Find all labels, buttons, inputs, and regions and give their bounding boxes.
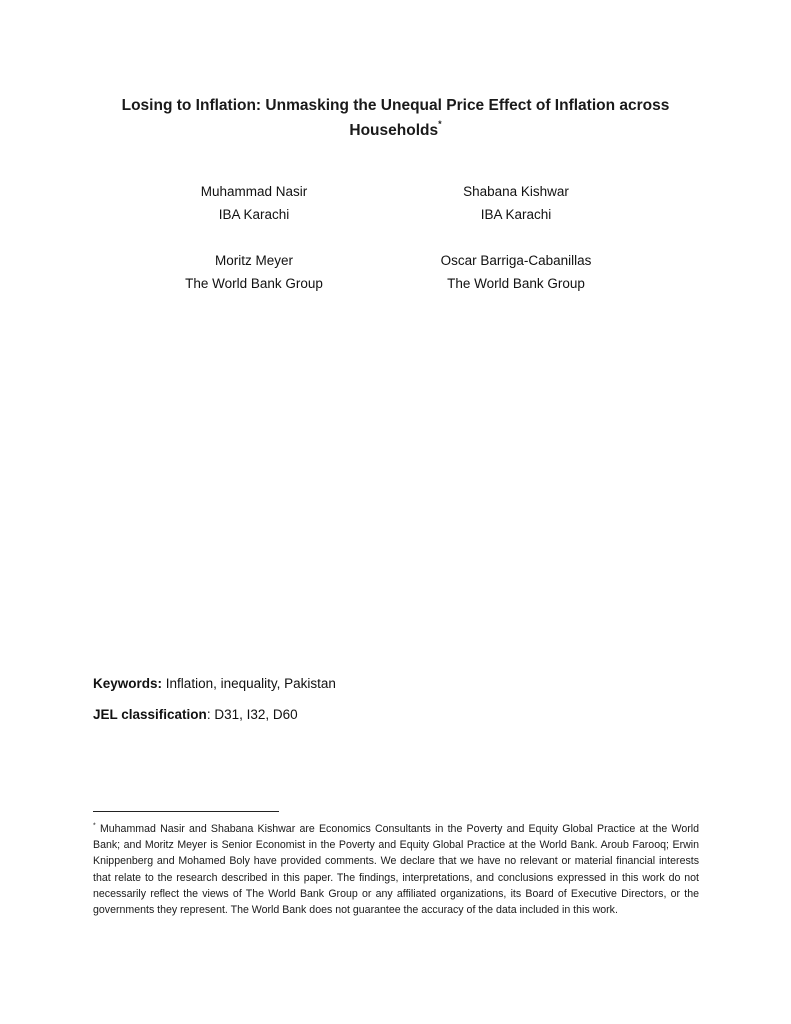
author-block-1 [124,180,384,226]
jel-classification-line [93,706,298,724]
author-block-3 [124,249,384,295]
author-affiliation: The World Bank Group [447,276,585,291]
author-name: Oscar Barriga-Cabanillas [440,253,592,268]
keywords-line [93,675,336,693]
footnote-divider [93,811,279,812]
paper-title-text: Losing to Inflation: Unmasking the Unequal Price Effect of Inflation across Households [121,97,670,139]
keywords-value: Inflation, inequality, Pakistan [165,676,336,691]
paper-title [100,93,691,143]
footnote [93,821,699,918]
author-affiliation: The World Bank Group [185,276,323,291]
title-footnote-marker: * [438,118,442,129]
jel-label: JEL classification [93,707,207,722]
author-name: Shabana Kishwar [463,184,569,199]
author-affiliation: IBA Karachi [480,207,552,222]
footnote-text: Muhammad Nasir and Shabana Kishwar are Economics Consultants in the Poverty and Equity Global Practice at the World Bank; and Moritz Meyer is Senior Economist in the Poverty and Equity Global Practice at the World Bank. Aroub Farooq; Erwin Knippenberg and Mohamed Boly have provided comments. We declare that we have no relevant or material financial interests that relate to the research described in this paper. The findings, interpretations, and conclusions expressed in this work do not necessarily reflect the views of The World Bank Group or any affiliated organizations, its Board of Executive Directors, or the governments they represent. The World Bank does not guarantee the accuracy of the data included in this work. [93,823,699,917]
author-name: Muhammad Nasir [200,184,308,199]
jel-separator: : [206,707,211,722]
author-block-2 [386,180,646,226]
jel-value: D31, I32, D60 [214,707,298,722]
keywords-label: Keywords: [93,676,163,691]
author-name: Moritz Meyer [214,253,293,268]
author-affiliation: IBA Karachi [218,207,290,222]
footnote-marker: * [93,822,96,830]
author-block-4 [386,249,646,295]
